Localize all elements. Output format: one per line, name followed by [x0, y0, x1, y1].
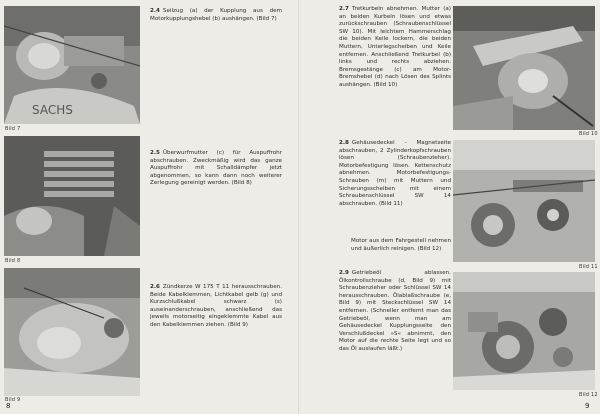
figure-bild-7 — [4, 6, 140, 124]
figure-bild-8 — [4, 136, 140, 256]
left-page — [0, 0, 299, 414]
figure-caption: Bild 11 — [579, 264, 598, 270]
figure-bild-9 — [4, 268, 140, 396]
instruction-step-2-4 — [150, 8, 282, 23]
figure-caption: Bild 7 — [5, 126, 21, 132]
step-number: 2.6 — [150, 284, 160, 290]
svg-text:SACHS: SACHS — [32, 103, 73, 117]
page-number: 9 — [585, 402, 590, 410]
step-text: Motor aus dem Fahrgestell nehmen und äußerlich reinigen. (Bild 12) — [351, 238, 451, 252]
cylinder-head-illustration — [4, 136, 140, 256]
figure-caption: Bild 8 — [5, 258, 21, 264]
figure-caption: Bild 10 — [579, 131, 598, 137]
step-text: Zündkerze W 175 T 11 herausschrauben. Beide Kabelklemmen, Lichtkabel gelb (g) und Kurzschlußkabel schwarz (s) auseinanderschrauben, anschließend das jeweils motorseitig eingeklemmte Kabel aus den Kabelklemmen ziehen. (Bild 9) — [150, 284, 282, 328]
step-text: Getriebeöl ablassen. Ölkontrollschraube (d, Bild 9) mit Schraubenzieher oder Schlüssel SW 14 herausschrauben. Ölablaßschraube (e, Bild 9) mit Steckschlüssel SW 14 entfernen. (Schneller entfernt man das Getriebeöl, wenn man am Gehäusedeckel Kupplungsseite den Verschlußdeckel »S« abnimmt, den Motor auf die rechte Seite legt und so das Öl auslaufen läßt.) — [339, 270, 451, 352]
instruction-step-2-5 — [150, 150, 282, 188]
figure-caption: Bild 12 — [579, 392, 598, 398]
instruction-note — [351, 238, 451, 253]
figure-caption: Bild 9 — [5, 397, 21, 403]
instruction-step-2-6 — [150, 284, 282, 330]
gear-housing-illustration — [453, 272, 595, 390]
figure-bild-10 — [453, 6, 595, 130]
figure-bild-12 — [453, 272, 595, 390]
figure-bild-11 — [453, 140, 595, 262]
step-number: 2.5 — [150, 150, 160, 156]
step-number: 2.4 — [150, 8, 160, 14]
step-text: Seilzug (a) der Kupplung aus dem Motorkupplungshebel (b) aushängen. (Bild 7) — [150, 8, 282, 22]
step-number: 2.7 — [339, 6, 349, 12]
engine-housing-illustration — [4, 268, 140, 396]
step-number: 2.9 — [339, 270, 349, 276]
instruction-step-2-9 — [339, 270, 451, 354]
instruction-step-2-7 — [339, 6, 451, 90]
step-text: Überwurfmutter (c) für Auspuffrohr abschrauben. Zweckmäßig wird das ganze Auspuffrohr mit Schalldämpfer jetzt abgenommen, so kann dann noch weiterer Zerlegung gereinigt werden. (Bild 8) — [150, 150, 282, 187]
step-number: 2.8 — [339, 140, 349, 146]
magneto-illustration — [453, 140, 595, 262]
right-page — [301, 0, 600, 414]
page-number: 8 — [6, 402, 11, 410]
step-text: Tretkurbeln abnehmen. Mutter (a) an beiden Kurbeln lösen und etwas zurückschrauben (Schraubenschlüssel SW 10). Mit leichtem Hammerschlag die beiden Keile lockern, die beiden Muttern, Unterlegscheiben und Keile entfernen. Anschließend Tretkurbel (b) links und rechts abziehen. Bremsgestänge (c) am Motor-Bremshebel (d) nach Lösen des Splints aushängen. (Bild 10) — [339, 6, 451, 88]
crank-pedal-illustration — [453, 6, 595, 130]
instruction-step-2-8 — [339, 140, 451, 208]
carburetor-engine-illustration — [4, 6, 140, 124]
step-text: Gehäusedeckel - Magnetseite abschrauben, 2 Zylinderkopfschrauben lösen (Schraubenzieher). Motorbefestigung lösen. Kettenschutz abnehmen. Motorbefestigungs-Schrauben (m) mit Muttern und Sicherungsscheiben mit einem Schraubenschlüssel SW 14 abschrauben. (Bild 11) — [339, 140, 451, 207]
